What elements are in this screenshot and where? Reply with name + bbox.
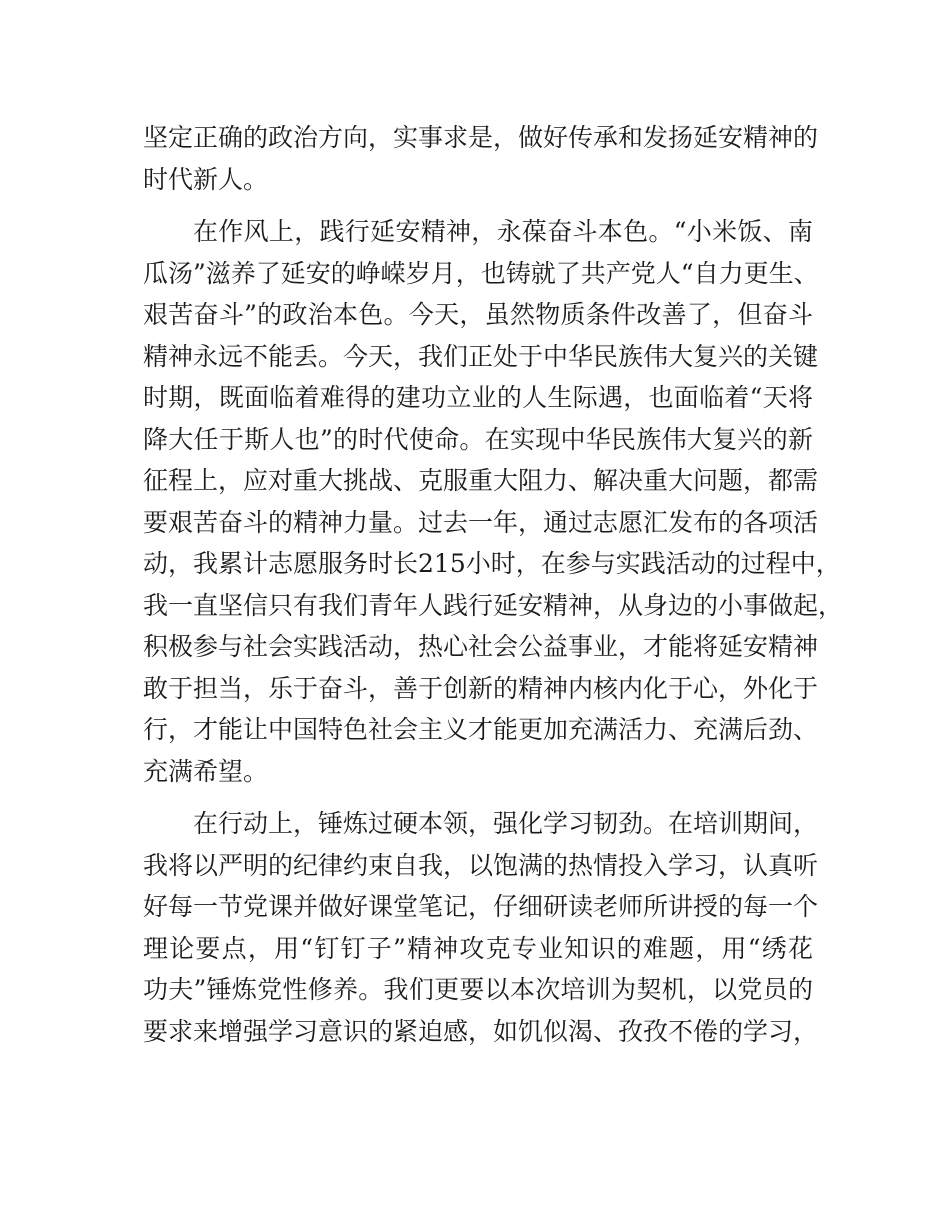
text-line: 功夫”锤炼党性修养。我们更要以本次培训为契机，以党员的 (143, 975, 813, 1004)
text-line: 精神永远不能丢。今天，我们正处于中华民族伟大复兴的关键 (143, 341, 819, 371)
text-line: 坚定正确的政治方向，实事求是，做好传承和发扬延安精神的 (143, 123, 819, 152)
text-line: 在行动上，锤炼过硬本领，强化学习韧劲。在培训期间， (193, 809, 819, 838)
text-line: 我将以严明的纪律约束自我，以饱满的热情投入学习，认真听 (143, 850, 819, 880)
text-line: 积极参与社会实践活动，热心社会公益事业，才能将延安精神 (143, 632, 819, 661)
paragraph-2 (143, 211, 844, 792)
paragraph-3 (143, 803, 819, 1052)
text-line: 敢于担当，乐于奋斗，善于创新的精神内核内化于心，外化于 (143, 673, 819, 703)
text-line: 好每一节党课并做好课堂笔记，仔细研读老师所讲授的每一个 (143, 892, 819, 921)
text-line: 我一直坚信只有我们青年人践行延安精神，从身边的小事做起， (143, 590, 844, 620)
text-line: 要求来增强学习意识的紧迫感，如饥似渴、孜孜不倦的学习， (143, 1016, 819, 1046)
text-line: 艰苦奋斗”的政治本色。今天，虽然物质条件改善了，但奋斗 (143, 300, 813, 329)
text-line: 降大任于斯人也”的时代使命。在实现中华民族伟大复兴的新 (143, 424, 813, 454)
text-line: 在作风上，践行延安精神，永葆奋斗本色。“小米饭、南 (193, 217, 813, 246)
text-line: 理论要点，用“钉钉子”精神攻克专业知识的难题，用“绣花 (143, 933, 813, 963)
text-line: 行，才能让中国特色社会主义才能更加充满活力、充满后劲、 (143, 715, 819, 744)
text-line: 时期，既面临着难得的建功立业的人生际遇，也面临着“天将 (143, 383, 813, 412)
text-line: 征程上，应对重大挑战、克服重大阻力、解决重大问题，都需 (143, 466, 819, 495)
text-line: 动，我累计志愿服务时长215小时，在参与实践活动的过程中， (143, 549, 841, 578)
body-text (143, 117, 844, 1063)
text-line: 要艰苦奋斗的精神力量。过去一年，通过志愿汇发布的各项活 (143, 507, 819, 537)
text-line: 瓜汤”滋养了延安的峥嵘岁月，也铸就了共产党人“自力更生、 (143, 258, 819, 288)
text-line: 充满希望。 (143, 756, 269, 786)
paragraph-1 (143, 117, 819, 200)
text-line: 时代新人。 (143, 164, 269, 194)
